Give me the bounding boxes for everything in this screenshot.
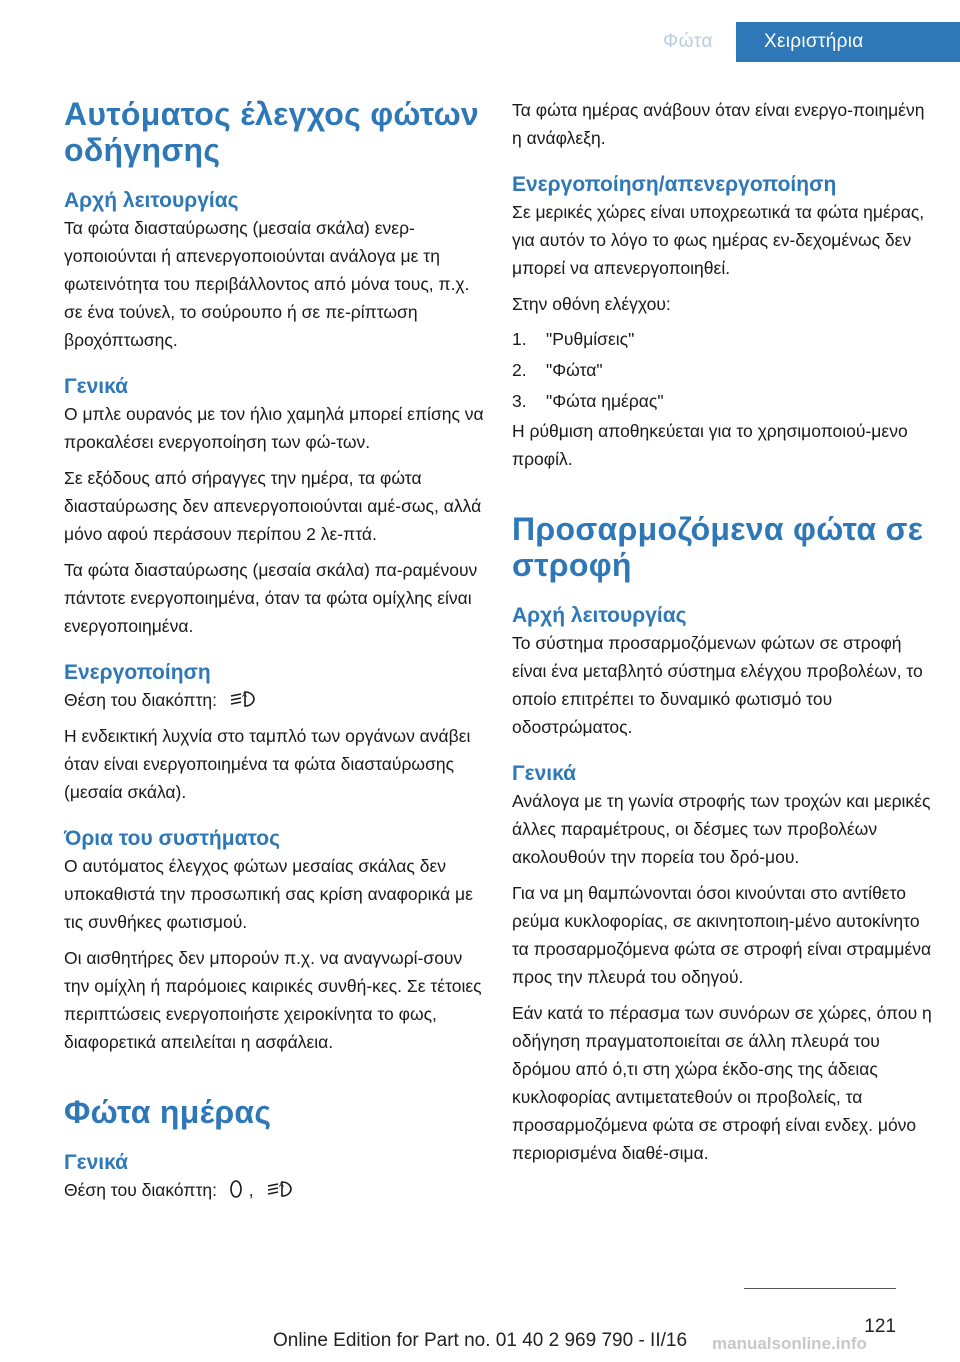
paragraph-control-display: Στην οθόνη ελέγχου: — [512, 294, 671, 314]
list-item — [512, 324, 936, 355]
step-number: 2. — [512, 360, 527, 380]
paragraph-general-2: Σε εξόδους από σήραγγες την ημέρα, τα φώτα διασταύρωσης δεν απενεργοποιούνται αμέ-σως, αλλά μόνο αφού περάσουν περίπου 2 λε-πτά. — [64, 468, 482, 544]
paragraph-general-3: Τα φώτα διασταύρωσης (μεσαία σκάλα) πα-ραμένουν πάντοτε ενεργοποιημένα, όταν τα φώτα ομίχλης είναι ενεργοποιημένα. — [64, 560, 478, 636]
paragraph-general-1: Ο μπλε ουρανός με τον ήλιο χαμηλά μπορεί επίσης να προκαλέσει ενεργοποίηση των φώ-των. — [64, 404, 484, 452]
step-number: 1. — [512, 329, 527, 349]
paragraph-limits-1: Ο αυτόματος έλεγχος φώτων μεσαίας σκάλας δεν υποκαθιστά την προσωπική σας κρίση αναφορικά με τις συνθήκες φωτισμού. — [64, 856, 473, 932]
heading-system-limits: Όρια του συστήματος — [64, 827, 281, 850]
step-text: "Φώτα" — [546, 360, 603, 380]
heading-principle: Αρχή λειτουργίας — [64, 189, 239, 212]
switch-off-icon — [228, 1178, 244, 1200]
chapter-tab[interactable]: Χειριστήρια — [736, 22, 960, 62]
heading-adaptive-lights: Προσαρμοζόμενα φώτα σε στροφή — [512, 511, 924, 583]
heading-general-adaptive: Γενικά — [512, 762, 577, 785]
heading-activation: Ενεργοποίηση — [64, 661, 211, 684]
heading-principle-adaptive: Αρχή λειτουργίας — [512, 604, 687, 627]
paragraph-adaptive-3: Εάν κατά το πέρασμα των συνόρων σε χώρες, όπου η οδήγηση πραγματοποιείται σε άλλη πλευρά του δρόμου από ό,τι στη χώρα έκδο-σης της άδειας κυκλοφορίας αντιμετατεθούν οι προβολείς, τα προσαρμοζόμενα φώτα σε στροφή είναι ενδεχ. μόνο περιορισμένα διαθέ-σιμα. — [512, 1003, 932, 1163]
paragraph-adaptive-1: Ανάλογα με τη γωνία στροφής των τροχών και μερικές άλλες παραμέτρους, οι δέσμες των προβολέων ακολουθούν την πορεία του δρό-μου. — [512, 791, 931, 867]
paragraph-switch-position — [64, 686, 488, 714]
paragraph-principle-adaptive: Το σύστημα προσαρμοζόμενων φώτων σε στροφή είναι ένα μεταβλητό σύστημα ελέγχου προβολέων, το οποίο επιτρέπει το δυναμικό φωτισμό του οδοστρώματος. — [512, 633, 923, 737]
paragraph-switch-position-daytime — [64, 1176, 488, 1204]
footer-divider — [744, 1288, 896, 1289]
auto-headlight-icon — [228, 688, 256, 710]
svg-text:A: A — [278, 1181, 284, 1189]
paragraph-saved-profile: Η ρύθμιση αποθηκεύεται για το χρησιμοποιού-μενο προφίλ. — [512, 421, 908, 469]
separator-comma: , — [248, 1180, 254, 1200]
switch-position-label-daytime: Θέση του διακόπτη: — [64, 1180, 217, 1200]
step-text: "Φώτα ημέρας" — [546, 391, 664, 411]
auto-headlight-icon-daytime — [265, 1178, 293, 1200]
list-item — [512, 355, 936, 386]
page-header — [0, 0, 960, 62]
paragraph-daytime-on: Τα φώτα ημέρας ανάβουν όταν είναι ενεργο-ποιημένη η ανάφλεξη. — [512, 100, 925, 148]
paragraph-onoff: Σε μερικές χώρες είναι υποχρεωτικά τα φώτα ημέρας, για αυτόν το λόγο το φως ημέρας εν-δεχομένως δεν μπορεί να απενεργοποιηθεί. — [512, 202, 925, 278]
paragraph-principle: Τα φώτα διασταύρωσης (μεσαία σκάλα) ενερ-γοποιούνται ή απενεργοποιούνται ανάλογα με τη φωτεινότητα του περιβάλλοντος από μόνα τους, π.χ. σε ένα τούνελ, το σούρουπο ή σε πε-ρίπτωση βροχόπτωσης. — [64, 218, 470, 350]
list-item — [512, 386, 936, 417]
page-number: 121 — [864, 1316, 896, 1337]
heading-general: Γενικά — [64, 375, 129, 398]
paragraph-limits-2: Οι αισθητήρες δεν μπορούν π.χ. να αναγνωρί-σουν την ομίχλη ή παρόμοιες καιρικές συνθή-κες. Σε τέτοιες περιπτώσεις ενεργοποιήστε χειροκίνητα το φως, διαφορετικά απειλείται η ασφάλεια. — [64, 948, 482, 1052]
watermark: manualsonline.info — [712, 1334, 867, 1353]
left-column — [64, 96, 488, 1204]
settings-steps — [512, 324, 936, 417]
step-number: 3. — [512, 391, 527, 411]
edition-note: Online Edition for Part no. 01 40 2 969 790 - II/16 — [272, 1330, 688, 1351]
heading-activation-deactivation: Ενεργοποίηση/απενεργοποίηση — [512, 173, 837, 196]
paragraph-adaptive-2: Για να μη θαμπώνονται όσοι κινούνται στο αντίθετο ρεύμα κυκλοφορίας, σε ακινητοποιη-μένο αυτοκίνητο τα προσαρμοζόμενα φώτα σε στροφή είναι στραμμένα προς την πλευρά του οδηγού. — [512, 883, 932, 987]
step-text: "Ρυθμίσεις" — [546, 329, 635, 349]
section-tab[interactable]: Φώτα — [663, 31, 713, 52]
paragraph-indicator: Η ενδεικτική λυχνία στο ταμπλό των οργάνων ανάβει όταν είναι ενεργοποιημένα τα φώτα διασταύρωσης (μεσαία σκάλα). — [64, 726, 471, 802]
svg-text:A: A — [241, 691, 247, 699]
heading-auto-headlight: Αυτόματος έλεγχος φώτων οδήγησης — [64, 96, 479, 168]
switch-position-label: Θέση του διακόπτη: — [64, 690, 217, 710]
heading-daytime-lights: Φώτα ημέρας — [64, 1094, 272, 1130]
right-column — [512, 96, 936, 1167]
heading-general-daytime: Γενικά — [64, 1151, 129, 1174]
